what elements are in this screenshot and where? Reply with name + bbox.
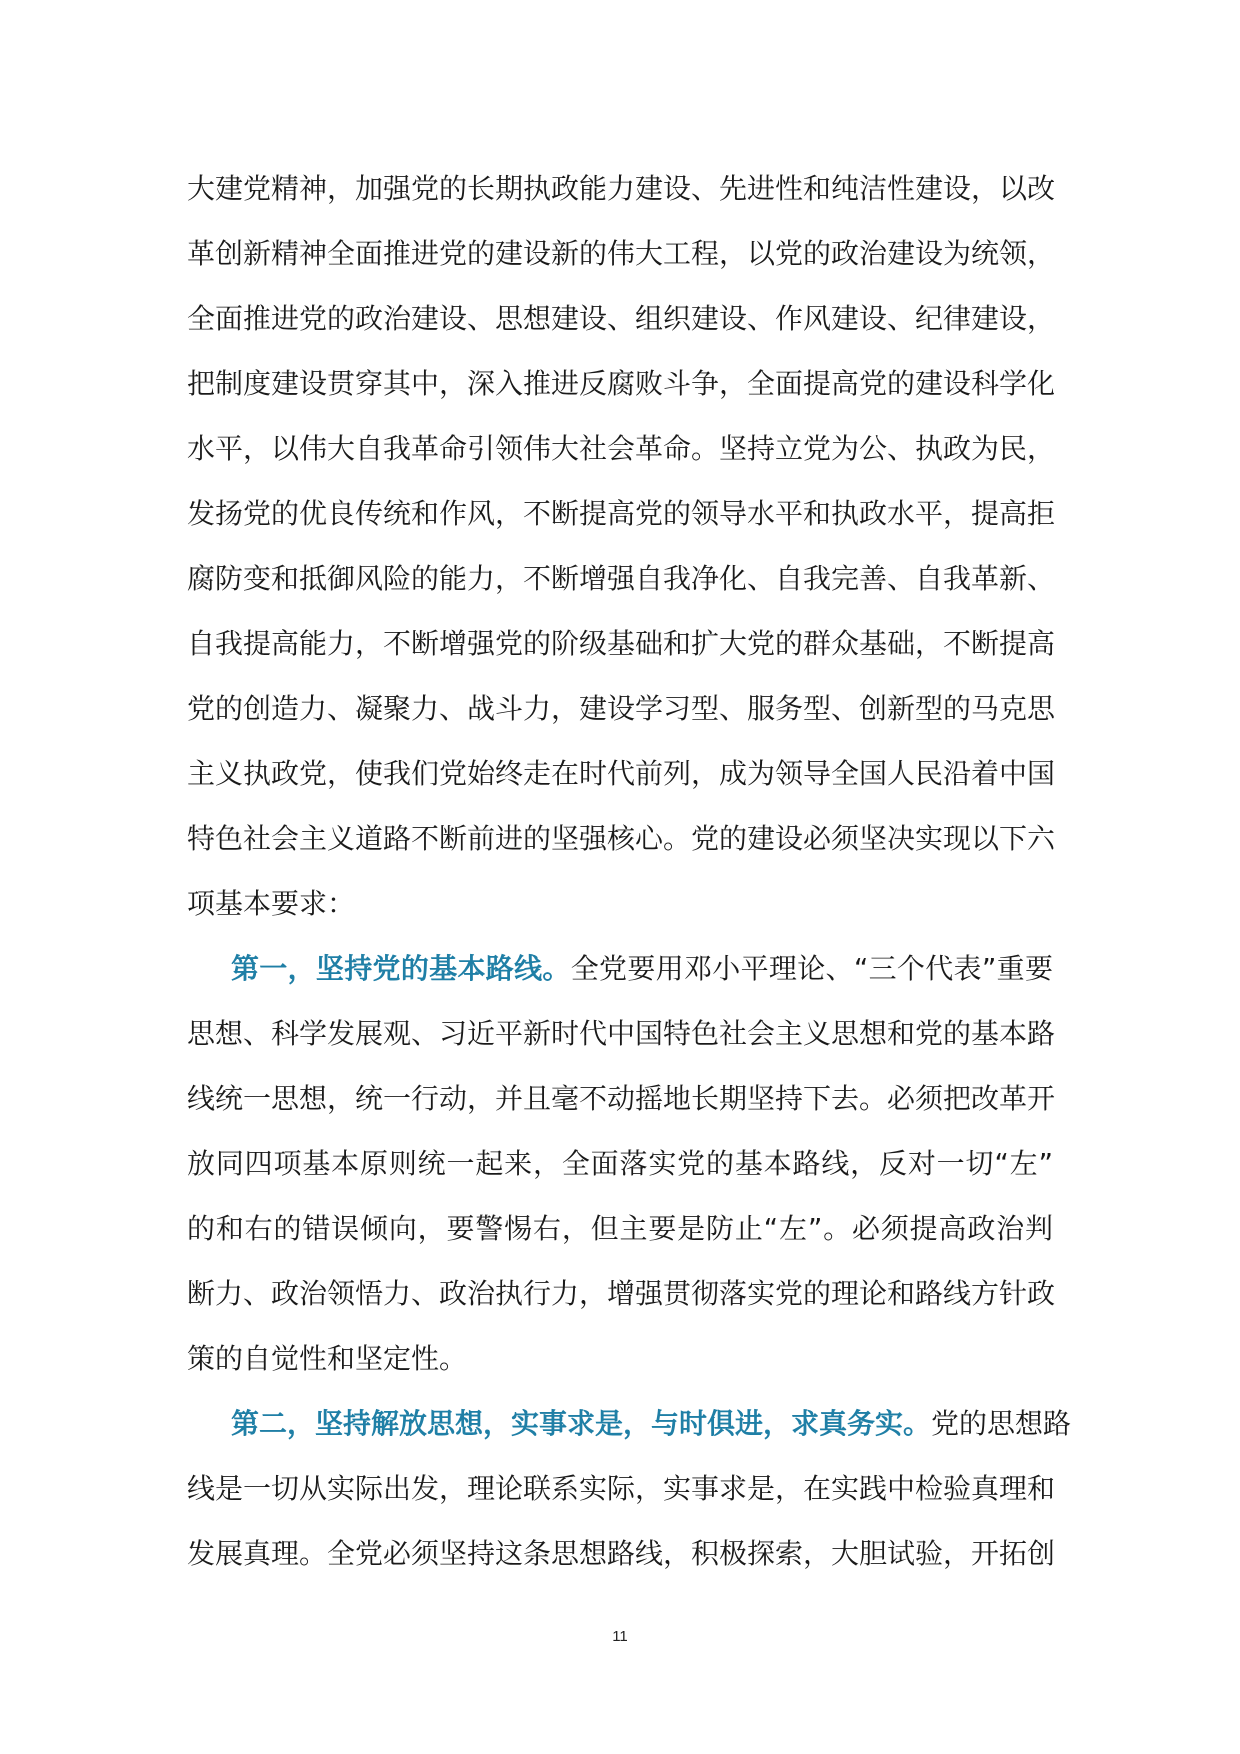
text-line: 断力、政治领悟力、政治执行力，增强贯彻落实党的理论和路线方针政 xyxy=(187,1277,1056,1310)
page-number: 11 xyxy=(612,1628,628,1645)
text-line: 把制度建设贯穿其中，深入推进反腐败斗争，全面提高党的建设科学化 xyxy=(187,367,1056,400)
paragraph-second-requirement xyxy=(187,1391,1072,1586)
text-run: 全党要用邓小平理论、“三个代表”重要 xyxy=(570,952,1053,985)
paragraph-party-building xyxy=(187,156,1056,936)
text-line: 放同四项基本原则统一起来，全面落实党的基本路线，反对一切“左” xyxy=(187,1147,1053,1180)
text-line: 党的创造力、凝聚力、战斗力，建设学习型、服务型、创新型的马克思 xyxy=(187,692,1056,725)
text-run: 党的思想路 xyxy=(931,1407,1072,1440)
text-line: 特色社会主义道路不断前进的坚强核心。党的建设必须坚决实现以下六 xyxy=(187,822,1056,855)
paragraph-first-requirement xyxy=(187,936,1056,1391)
section-heading-second: 第二，坚持解放思想，实事求是，与时俱进，求真务实。 xyxy=(231,1407,932,1440)
text-line: 全面推进党的政治建设、思想建设、组织建设、作风建设、纪律建设， xyxy=(187,302,1056,335)
text-line xyxy=(187,936,1053,1001)
text-line: 大建党精神，加强党的长期执政能力建设、先进性和纯洁性建设，以改 xyxy=(187,172,1056,205)
text-line: 主义执政党，使我们党始终走在时代前列，成为领导全国人民沿着中国 xyxy=(187,757,1056,790)
text-line: 腐防变和抵御风险的能力，不断增强自我净化、自我完善、自我革新、 xyxy=(187,562,1056,595)
body-text xyxy=(187,156,1072,1586)
section-heading-first: 第一，坚持党的基本路线。 xyxy=(231,952,571,985)
text-line: 线是一切从实际出发，理论联系实际，实事求是，在实践中检验真理和 xyxy=(187,1472,1056,1505)
text-line: 线统一思想，统一行动，并且毫不动摇地长期坚持下去。必须把改革开 xyxy=(187,1082,1056,1115)
text-line: 自我提高能力，不断增强党的阶级基础和扩大党的群众基础，不断提高 xyxy=(187,627,1056,660)
text-line: 水平，以伟大自我革命引领伟大社会革命。坚持立党为公、执政为民， xyxy=(187,432,1056,465)
text-line: 发扬党的优良传统和作风，不断提高党的领导水平和执政水平，提高拒 xyxy=(187,497,1056,530)
text-line: 项基本要求： xyxy=(187,887,356,920)
text-line xyxy=(187,1391,1072,1456)
text-line: 的和右的错误倾向，要警惕右，但主要是防止“左”。必须提高政治判 xyxy=(187,1212,1053,1245)
text-line: 发展真理。全党必须坚持这条思想路线，积极探索，大胆试验，开拓创 xyxy=(187,1537,1056,1570)
text-line: 革创新精神全面推进党的建设新的伟大工程，以党的政治建设为统领， xyxy=(187,237,1056,270)
text-line: 策的自觉性和坚定性。 xyxy=(187,1342,468,1375)
text-line: 思想、科学发展观、习近平新时代中国特色社会主义思想和党的基本路 xyxy=(187,1017,1056,1050)
